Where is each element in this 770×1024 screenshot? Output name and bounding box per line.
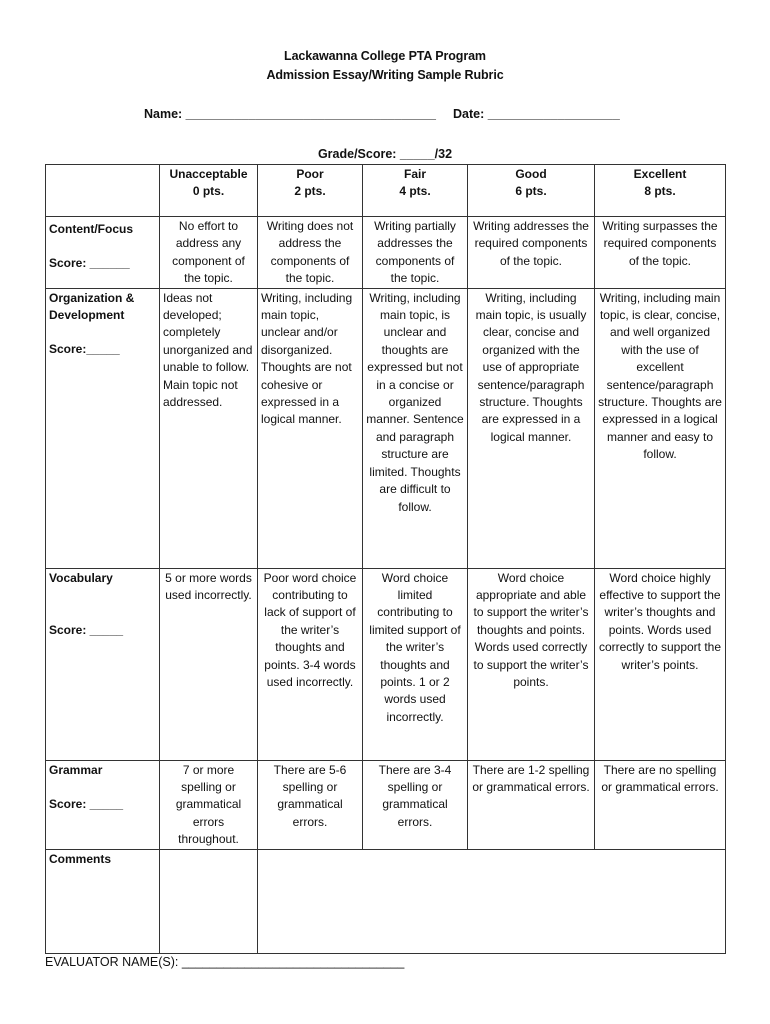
rubric-row-organization	[46, 288, 726, 568]
rubric-cell: Writing, including main topic, is clear, concise, and well organized with the use of excellent sentence/paragraph structure. Thoughts are expressed in a logical manner and easy to follow.	[595, 288, 726, 568]
column-points: 0 pts.	[192, 184, 225, 199]
column-header-fair	[363, 165, 468, 217]
row-score-field[interactable]: Score: _____	[49, 623, 124, 638]
rubric-cell: There are 3-4 spelling or grammatical errors.	[363, 760, 468, 849]
rubric-row-grammar	[46, 760, 726, 849]
comments-blank-cell	[160, 849, 258, 953]
comments-field[interactable]	[258, 849, 726, 953]
rubric-cell: Writing addresses the required components of the topic.	[468, 217, 595, 289]
column-title: Unacceptable	[169, 167, 248, 181]
rubric-header-row	[46, 165, 726, 217]
column-title: Good	[515, 167, 547, 181]
rubric-cell: Writing surpasses the required components of the topic.	[595, 217, 726, 289]
rubric-cell: Writing does not address the components of the topic.	[258, 217, 363, 289]
row-score-field[interactable]: Score:_____	[49, 342, 120, 357]
row-label: Content/Focus	[49, 222, 133, 236]
evaluator-name-field[interactable]: EVALUATOR NAME(S): ________________________________	[45, 955, 405, 969]
rubric-cell: Writing partially addresses the components of the topic.	[363, 217, 468, 289]
rubric-row-content-focus	[46, 217, 726, 289]
date-field[interactable]: Date: ___________________	[453, 107, 620, 121]
column-header-poor	[258, 165, 363, 217]
row-label-cell	[46, 568, 160, 760]
rubric-cell: 7 or more spelling or grammatical errors throughout.	[160, 760, 258, 849]
document-title: Lackawanna College PTA Program	[284, 49, 486, 63]
rubric-cell: Writing, including main topic, is unclear and thoughts are expressed but not in a concise or organized manner. Sentence and paragraph structure are limited. Thoughts are difficult to follow.	[363, 288, 468, 568]
rubric-cell: There are no spelling or grammatical errors.	[595, 760, 726, 849]
column-points: 4 pts.	[399, 184, 431, 199]
rubric-cell: Word choice highly effective to support the writer’s thoughts and points. Words used correctly to support the writer’s points.	[595, 568, 726, 760]
row-label: Organization & Development	[49, 290, 135, 323]
grade-score-field[interactable]: Grade/Score: _____/32	[317, 147, 453, 161]
rubric-cell: There are 1-2 spelling or grammatical errors.	[468, 760, 595, 849]
rubric-cell: 5 or more words used incorrectly.	[160, 568, 258, 760]
rubric-cell: Word choice limited contributing to limited support of the writer’s thoughts and points. 1 or 2 words used incorrectly.	[363, 568, 468, 760]
rubric-row-comments	[46, 849, 726, 953]
header-corner-cell	[46, 165, 160, 217]
column-header-excellent	[595, 165, 726, 217]
column-title: Poor	[296, 167, 324, 181]
rubric-row-vocabulary	[46, 568, 726, 760]
row-label-cell	[46, 217, 160, 289]
row-label: Vocabulary	[49, 570, 113, 585]
column-title: Excellent	[633, 167, 687, 181]
row-score-field[interactable]: Score: ______	[49, 256, 130, 271]
column-points: 2 pts.	[294, 184, 326, 199]
rubric-cell: No effort to address any component of the topic.	[160, 217, 258, 289]
column-header-unacceptable	[160, 165, 258, 217]
row-label: Grammar	[49, 762, 103, 777]
document-subtitle: Admission Essay/Writing Sample Rubric	[266, 68, 504, 82]
name-field[interactable]: Name: ____________________________________	[144, 107, 436, 121]
rubric-table	[45, 164, 726, 954]
row-score-field[interactable]: Score: _____	[49, 797, 124, 812]
row-label-cell	[46, 760, 160, 849]
comments-label: Comments	[46, 849, 160, 953]
column-points: 6 pts.	[515, 184, 547, 199]
column-header-good	[468, 165, 595, 217]
rubric-cell: Writing, including main topic, is usually clear, concise and organized with the use of appropriate sentence/paragraph structure. Thoughts are expressed in a logical manner.	[468, 288, 595, 568]
rubric-cell: Word choice appropriate and able to support the writer’s thoughts and points. Words used correctly to support the writer’s points.	[468, 568, 595, 760]
rubric-cell: There are 5-6 spelling or grammatical errors.	[258, 760, 363, 849]
rubric-cell: Poor word choice contributing to lack of support of the writer’s thoughts and points. 3-4 words used incorrectly.	[258, 568, 363, 760]
column-title: Fair	[403, 167, 426, 181]
rubric-cell: Writing, including main topic, unclear and/or disorganized. Thoughts are not cohesive or expressed in a logical manner.	[258, 288, 363, 568]
column-points: 8 pts.	[644, 184, 676, 199]
row-label-cell	[46, 288, 160, 568]
rubric-cell: Ideas not developed; completely unorganized and unable to follow. Main topic not addressed.	[160, 288, 258, 568]
